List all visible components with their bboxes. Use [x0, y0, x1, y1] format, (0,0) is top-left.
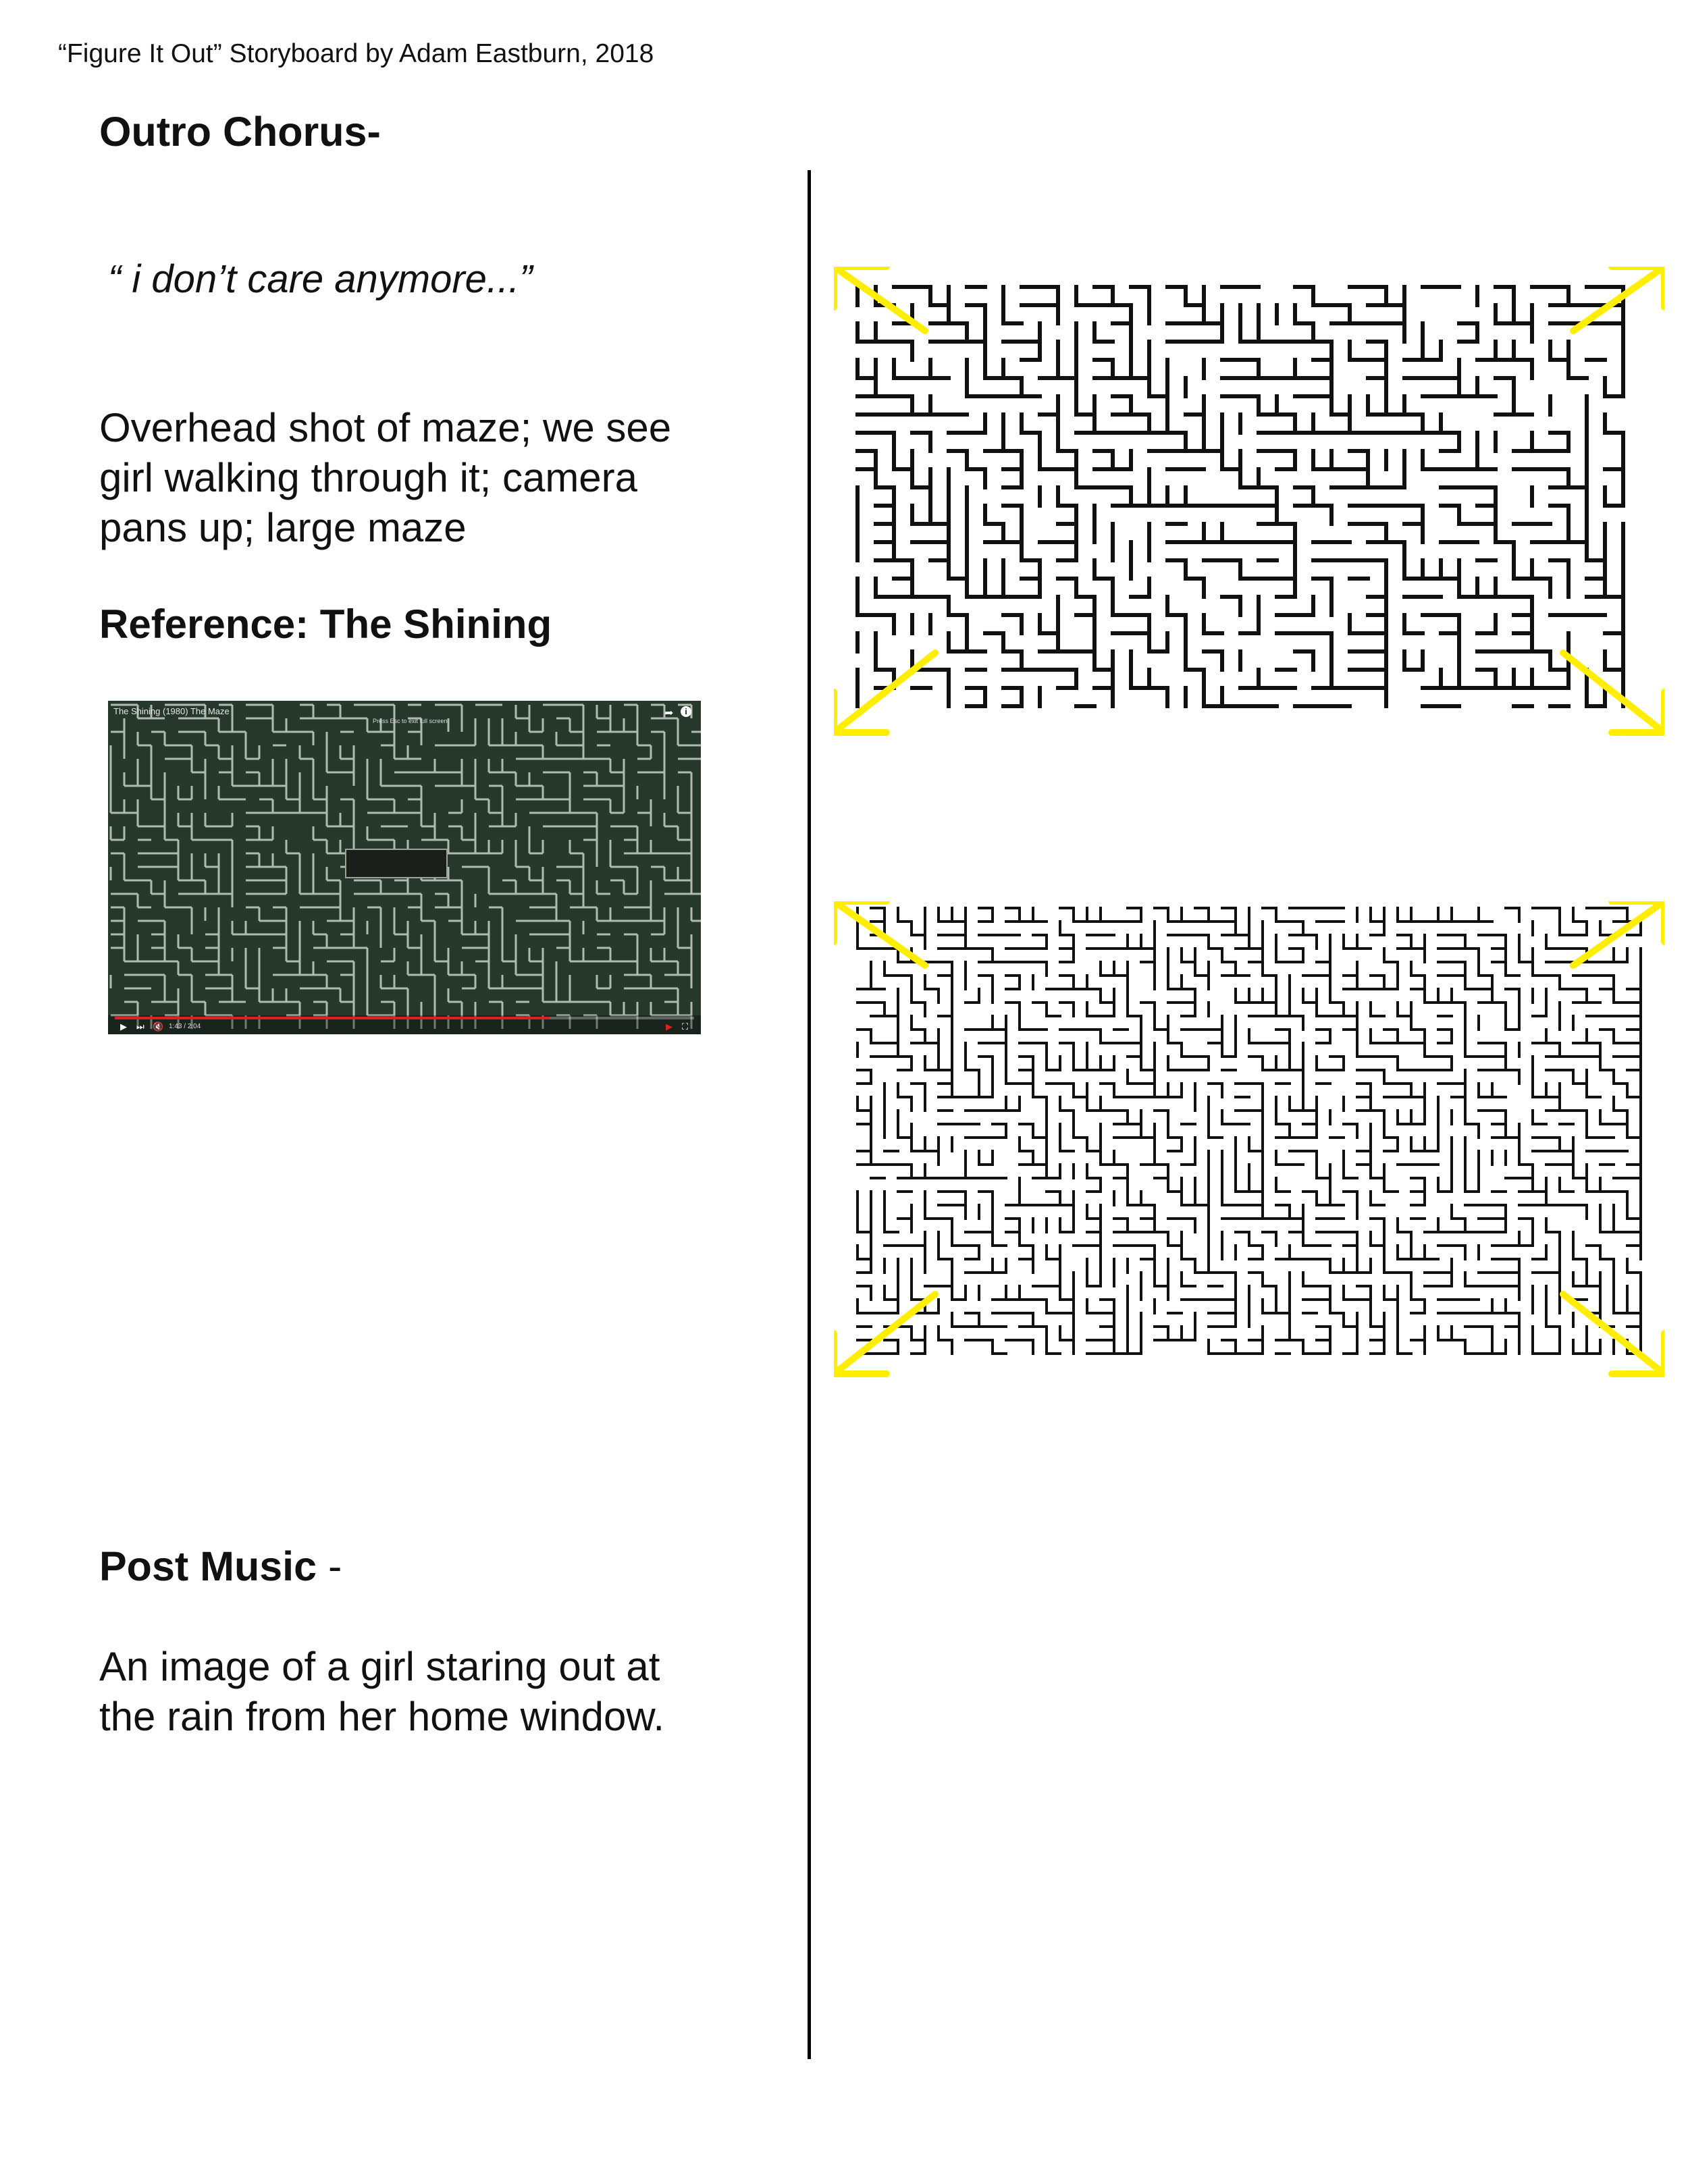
shining-maze-image — [108, 701, 701, 1034]
video-title: The Shining (1980) The Maze — [113, 706, 230, 716]
shot-description: Overhead shot of maze; we see girl walking through it; camera pans up; large maze — [99, 405, 672, 550]
video-controls — [108, 1015, 701, 1034]
reference-video-thumbnail[interactable] — [108, 701, 701, 1034]
zoom-arrows — [834, 267, 1664, 733]
arrow-bottom-right — [1563, 653, 1664, 733]
section-title-post-music: Post Music - — [99, 1543, 342, 1589]
play-icon[interactable]: ▶ — [120, 1021, 127, 1032]
video-progress-fill — [115, 1017, 550, 1019]
arrow-top-left — [834, 267, 925, 331]
maze-frame-2 — [834, 901, 1664, 1387]
fullscreen-icon[interactable]: ⛶ — [682, 1021, 689, 1032]
info-icon[interactable]: i — [681, 706, 691, 717]
arrow-top-right — [1573, 267, 1664, 331]
maze-frame-1 — [834, 267, 1664, 739]
volume-icon[interactable]: 🔇 — [153, 1021, 164, 1032]
lyric-quote: “ i don’t care anymore...” — [108, 257, 533, 301]
arrow-bottom-left — [834, 653, 935, 733]
next-icon[interactable]: ⏭ — [136, 1021, 144, 1032]
share-icon[interactable]: ➦ — [664, 708, 674, 719]
reference-label: Reference: The Shining — [99, 602, 552, 647]
fullscreen-hint: Press Esc to exit full screen — [373, 718, 448, 724]
maze-walls — [858, 287, 1623, 706]
youtube-icon[interactable]: ▶ — [666, 1021, 672, 1032]
arrow-bottom-left — [834, 1294, 935, 1374]
column-divider — [808, 170, 811, 2059]
maze-walls — [858, 908, 1641, 1354]
section-title-outro-chorus: Outro Chorus- — [99, 109, 381, 155]
post-music-description: An image of a girl staring out at the rain from her home window. — [99, 1644, 665, 1739]
video-progress-bar[interactable] — [115, 1017, 694, 1019]
video-time: 1:43 / 2:04 — [169, 1023, 201, 1030]
document-header: “Figure It Out” Storyboard by Adam Eastburn, 2018 — [58, 39, 654, 68]
